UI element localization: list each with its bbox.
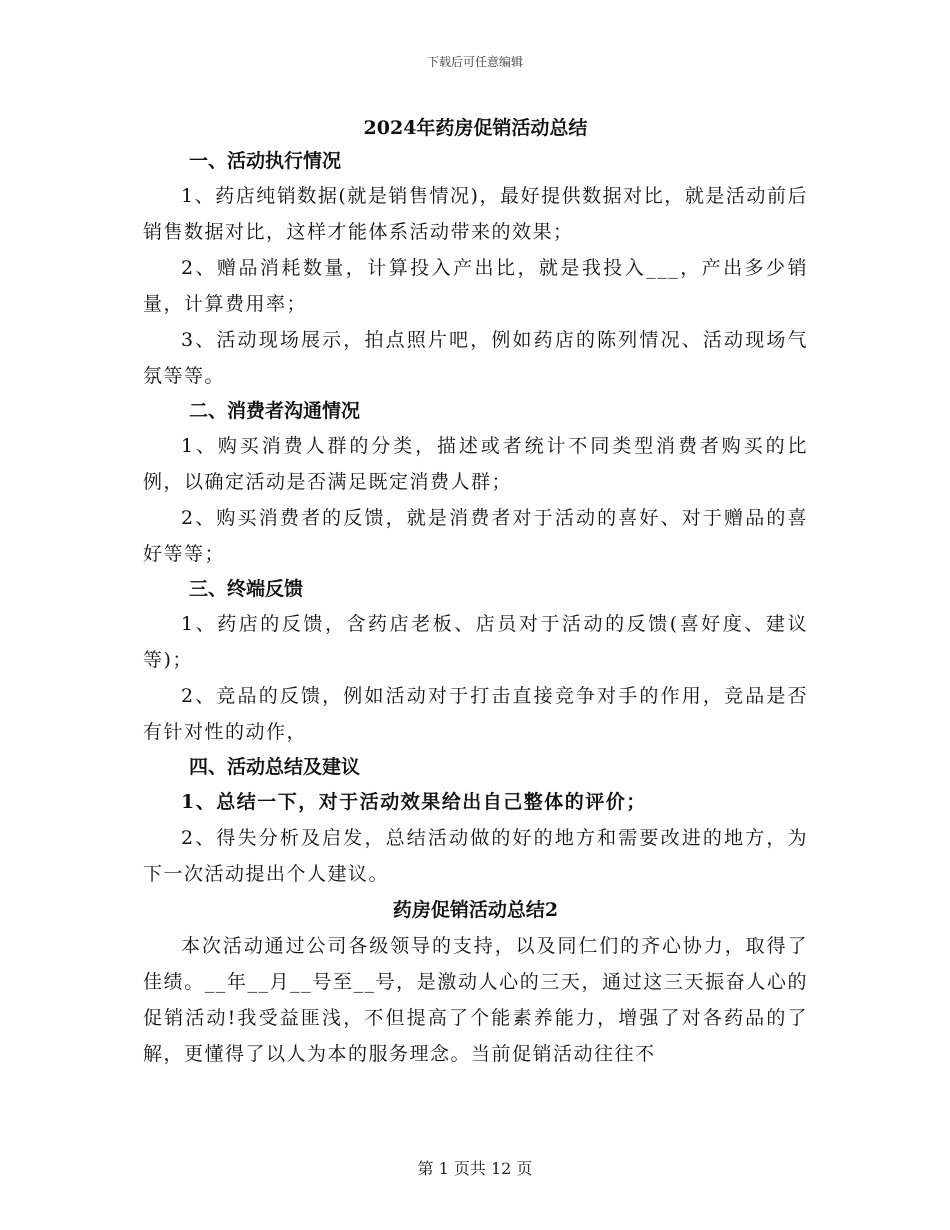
paragraph: 2、赠品消耗数量，计算投入产出比，就是我投入___，产出多少销量，计算费用率； bbox=[143, 257, 808, 315]
second-title: 药房促销活动总结2 bbox=[392, 899, 559, 921]
section-heading-4: 四、活动总结及建议 bbox=[189, 756, 361, 778]
paragraph: 3、活动现场展示，拍点照片吧，例如药店的陈列情况、活动现场气氛等等。 bbox=[143, 329, 808, 387]
page-footer: 第 1 页共 12 页 bbox=[417, 1159, 533, 1178]
paragraph: 2、竞品的反馈，例如活动对于打击直接竞争对手的作用，竞品是否有针对性的动作， bbox=[143, 685, 808, 743]
header-note: 下载后可任意编辑 bbox=[426, 55, 523, 69]
paragraph: 本次活动通过公司各级领导的支持，以及同仁们的齐心协力，取得了佳绩。__年__月__号至__号，是激动人心的三天，通过这三天振奋人心的促销活动!我受益匪浅，不但提高了个能素养能力，增强了对各药品的了解，更懂得了以人为本的服务理念。当前促销活动往往不 bbox=[143, 935, 808, 1065]
paragraph: 1、药店纯销数据(就是销售情况)，最好提供数据对比，就是活动前后销售数据对比，这样才能体系活动带来的效果； bbox=[143, 185, 808, 243]
paragraph: 2、得失分析及启发，总结活动做的好的地方和需要改进的地方，为下一次活动提出个人建议。 bbox=[143, 827, 808, 885]
section-heading-1: 一、活动执行情况 bbox=[189, 150, 342, 172]
paragraph-bold: 1、总结一下，对于活动效果给出自己整体的评价； bbox=[181, 791, 647, 813]
document-title: 2024年药房促销活动总结 bbox=[363, 117, 588, 139]
section-heading-3: 三、终端反馈 bbox=[189, 578, 304, 600]
paragraph: 1、药店的反馈，含药店老板、店员对于活动的反馈(喜好度、建议等)； bbox=[143, 613, 808, 671]
paragraph: 2、购买消费者的反馈，就是消费者对于活动的喜好、对于赠品的喜好等等； bbox=[143, 507, 808, 565]
paragraph: 1、购买消费人群的分类，描述或者统计不同类型消费者购买的比例，以确定活动是否满足既定消费人群； bbox=[143, 435, 808, 493]
document-body bbox=[143, 112, 808, 1072]
section-heading-2: 二、消费者沟通情况 bbox=[189, 400, 361, 422]
